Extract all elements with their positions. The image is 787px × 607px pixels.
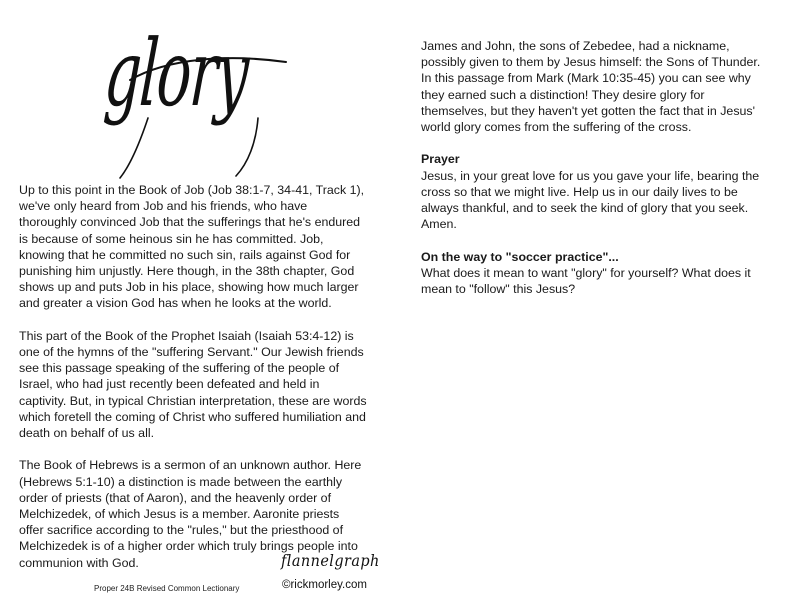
title-script: glory — [101, 20, 251, 127]
prayer-heading: Prayer — [421, 152, 460, 167]
right-column — [421, 38, 769, 313]
soccer-text: What does it mean to want "glory" for yourself? What does it mean to "follow" this Jesus? — [421, 265, 751, 297]
prayer-text: Jesus, in your great love for us you gave your life, bearing the cross so that we might live. Help us in our daily lives to be always thankful, and to seek the kind of glory that you seek. Amen. — [421, 168, 760, 232]
brand-site: ©rickmorley.com — [282, 579, 367, 591]
paragraph-isaiah: This part of the Book of the Prophet Isaiah (Isaiah 53:4-12) is one of the hymns of the "suffering Servant." Our Jewish friends see this passage speaking of the suffering of the people of Israel, who had just recently been defeated and held in captivity. But, in typical Christian interpretation, these are words which foretell the coming of Christ who suffered humiliation and death on behalf of us all. — [19, 328, 367, 441]
paragraph-job: Up to this point in the Book of Job (Job 38:1-7, 34-41, Track 1), we've only heard from Job and his friends, who have thoroughly convinced Job that the sufferings that he's endured is because of some heinous sin he has committed. Job, knowing that he committed no such sin, rails against God for punishing him unjustly. Here though, in the 38th chapter, God shows up and puts Job in his place, showing how much larger and greater a vision God has when he looks at the world. — [19, 183, 365, 311]
soccer-heading: On the way to "soccer practice"... — [421, 249, 619, 264]
left-column — [19, 182, 367, 587]
brand-logo: flannelgraph — [281, 551, 380, 570]
lectionary-label: Proper 24B Revised Common Lectionary — [94, 584, 240, 593]
paragraph-hebrews: The Book of Hebrews is a sermon of an unknown author. Here (Hebrews 5:1-10) a distinction is made between the earthly order of priests (that of Aaron), and the heavenly order of Melchizedek, of which Jesus is a member. Aaronite priests offer sacrifice according to the "rules," but the priesthood of Melchizedek is of a higher order which truly brings people into communion with God. — [19, 458, 362, 570]
paragraph-mark: James and John, the sons of Zebedee, had a nickname, possibly given to them by Jesus himself: the Sons of Thunder. In this passage from Mark (Mark 10:35-45) you can see why they earned such a distinction! They desire glory for themselves, but they haven't yet gotten the fact that in Jesus' world glory comes from the suffering of the cross. — [421, 39, 761, 135]
page-title — [101, 18, 298, 183]
